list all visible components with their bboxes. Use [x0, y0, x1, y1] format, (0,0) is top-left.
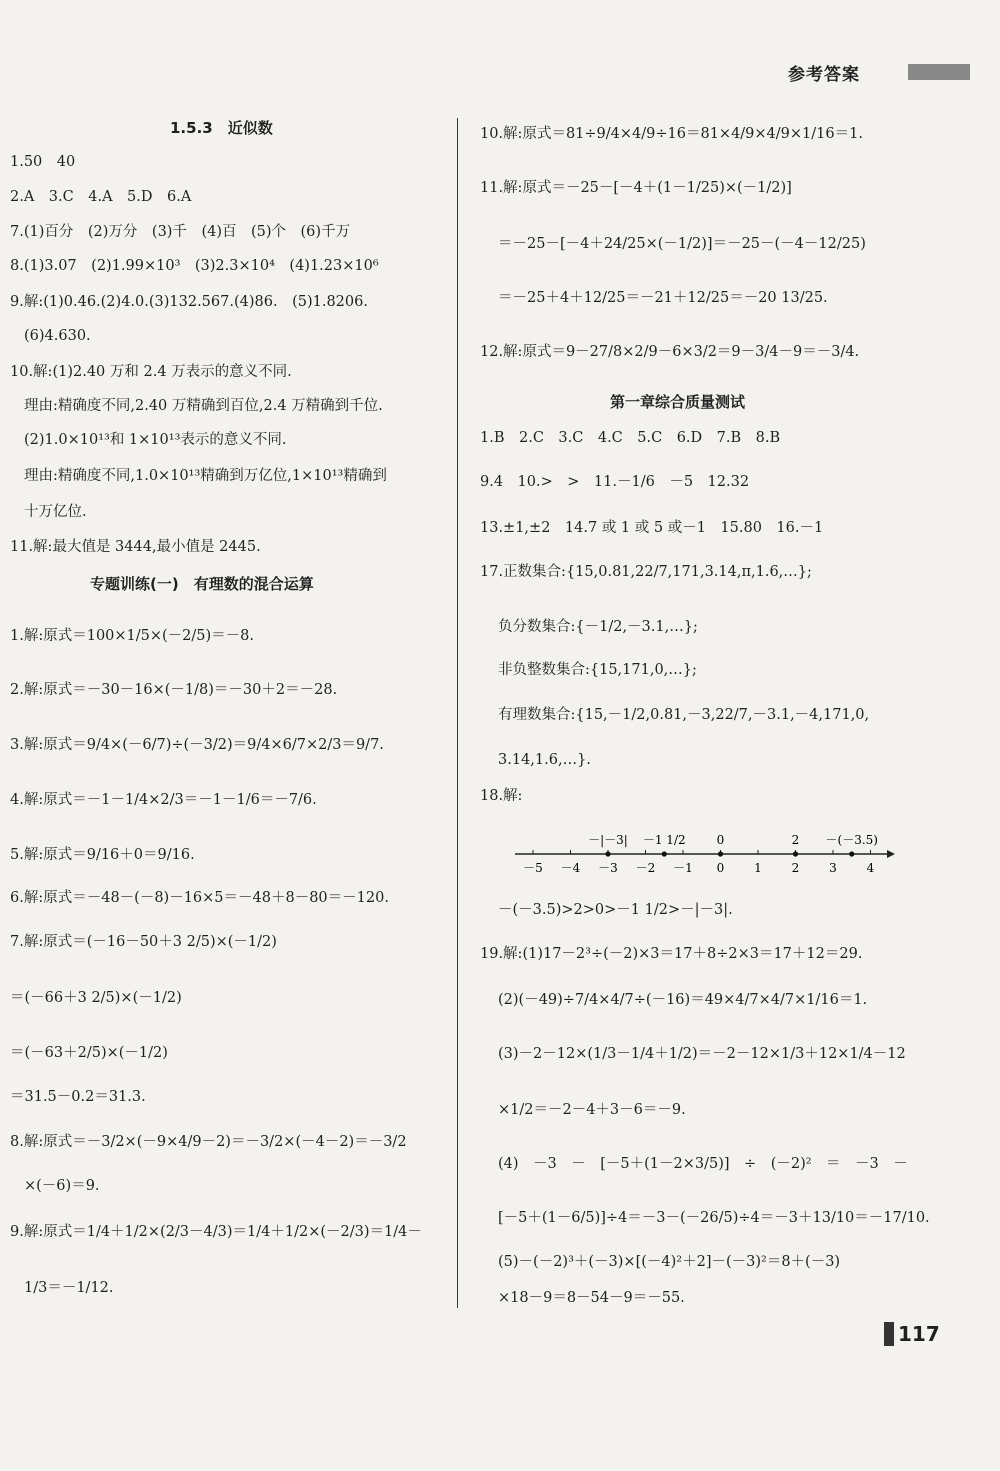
left-line: 11.解:最大值是 3444,最小值是 2445. — [10, 539, 261, 555]
left-line: 1.5.3 近似数 — [170, 119, 273, 137]
axis-point — [849, 851, 854, 856]
right-line: ＝－25－[－4＋24/25×(－1/2)]＝－25－(－4－12/25) — [498, 236, 866, 252]
axis-tick-label: －2 — [635, 861, 656, 875]
axis-tick-label: 4 — [866, 861, 875, 875]
left-line: ＝31.5－0.2＝31.3. — [10, 1089, 146, 1105]
right-line: 1.B 2.C 3.C 4.C 5.C 6.D 7.B 8.B — [480, 430, 781, 446]
axis-tick-label: －4 — [560, 861, 581, 875]
left-line: 6.解:原式＝－48－(－8)－16×5＝－48＋8－80＝－120. — [10, 890, 389, 906]
right-line: 13.±1,±2 14.7 或 1 或 5 或－1 15.80 16.－1 — [480, 520, 824, 536]
right-line: 非负整数集合:{15,171,0,…}; — [498, 662, 697, 678]
left-line: 1/3＝－1/12. — [24, 1280, 114, 1296]
left-line: ＝(－66＋3 2/5)×(－1/2) — [10, 990, 182, 1006]
right-line: 11.解:原式＝－25－[－4＋(1－1/25)×(－1/2)] — [480, 180, 792, 196]
axis-point — [605, 851, 610, 856]
axis-point-label: －(－3.5) — [825, 833, 878, 847]
right-line: 9.4 10.> > 11.－1/6 －5 12.32 — [480, 474, 750, 490]
left-line: 4.解:原式＝－1－1/4×2/3＝－1－1/6＝－7/6. — [10, 792, 317, 808]
column-divider — [457, 118, 458, 1308]
left-line: 1.50 40 — [10, 154, 76, 170]
left-line: 理由:精确度不同,2.40 万精确到百位,2.4 万精确到千位. — [24, 398, 383, 414]
right-line: 18.解: — [480, 788, 523, 804]
left-line: 7.(1)百分 (2)万分 (3)千 (4)百 (5)个 (6)千万 — [10, 224, 351, 240]
left-line: ×(－6)＝9. — [24, 1178, 100, 1194]
number-line — [515, 820, 895, 880]
right-line: 第一章综合质量测试 — [610, 393, 746, 411]
left-line: 2.A 3.C 4.A 5.D 6.A — [10, 189, 192, 205]
right-line: (3)－2－12×(1/3－1/4＋1/2)＝－2－12×1/3＋12×1/4－12 — [498, 1046, 906, 1062]
right-line: －(－3.5)>2>0>－1 1/2>－|－3|. — [498, 902, 733, 918]
axis-tick-label: 1 — [754, 861, 762, 875]
axis-tick-label: 2 — [791, 861, 800, 875]
left-line: 1.解:原式＝100×1/5×(－2/5)＝－8. — [10, 628, 255, 644]
left-line: 9.解:原式＝1/4＋1/2×(2/3－4/3)＝1/4＋1/2×(－2/3)＝1/4－ — [10, 1224, 422, 1240]
axis-tick-label: －1 — [673, 861, 693, 875]
axis-tick-label: －3 — [598, 861, 618, 875]
axis-point-label: －|－3| — [588, 833, 628, 847]
header-bar — [908, 64, 970, 80]
right-line: ＝－25＋4＋12/25＝－21＋12/25＝－20 13/25. — [498, 290, 828, 306]
right-line: [－5＋(1－6/5)]÷4＝－3－(－26/5)÷4＝－3＋13/10＝－17/10. — [498, 1210, 930, 1226]
left-line: 专题训练(一) 有理数的混合运算 — [90, 575, 314, 593]
axis-tick-label: 0 — [716, 861, 725, 875]
left-line: ＝(－63＋2/5)×(－1/2) — [10, 1045, 168, 1061]
axis-tick-label: 3 — [829, 861, 837, 875]
right-line: 有理数集合:{15,－1/2,0.81,－3,22/7,－3.1,－4,171,0, — [498, 707, 870, 723]
left-line: 2.解:原式＝－30－16×(－1/8)＝－30＋2＝－28. — [10, 682, 338, 698]
right-line: (5)－(－2)³＋(－3)×[(－4)²＋2]－(－3)²＝8＋(－3) — [498, 1254, 841, 1270]
right-line: ×1/2＝－2－4＋3－6＝－9. — [498, 1102, 686, 1118]
axis-point — [793, 851, 798, 856]
right-line: 10.解:原式＝81÷9/4×4/9÷16＝81×4/9×4/9×1/16＝1. — [480, 126, 863, 142]
left-line: 十万亿位. — [24, 504, 87, 520]
page-number: 117 — [898, 1322, 940, 1346]
left-line: (6)4.630. — [24, 328, 91, 344]
right-line: 19.解:(1)17－2³÷(－2)×3＝17＋8÷2×3＝17＋12＝29. — [480, 946, 863, 962]
axis-tick-label: －5 — [523, 861, 543, 875]
left-line: (2)1.0×10¹³和 1×10¹³表示的意义不同. — [24, 432, 287, 448]
right-line: (4) －3 － [－5＋(1－2×3/5)] ÷ (－2)² ＝ －3 － — [498, 1156, 908, 1172]
right-line: 3.14,1.6,…}. — [498, 752, 591, 768]
right-line: 负分数集合:{－1/2,－3.1,…}; — [498, 619, 698, 635]
axis-point — [662, 851, 667, 856]
page-number-bar — [884, 1322, 894, 1346]
axis-arrow — [887, 850, 895, 858]
left-line: 10.解:(1)2.40 万和 2.4 万表示的意义不同. — [10, 364, 292, 380]
left-line: 9.解:(1)0.46.(2)4.0.(3)132.567.(4)86. (5)1.8206. — [10, 294, 368, 310]
right-line: 17.正数集合:{15,0.81,22/7,171,3.14,π,1.6,…}; — [480, 564, 812, 580]
left-line: 7.解:原式＝(－16－50＋3 2/5)×(－1/2) — [10, 934, 277, 950]
axis-point-label: －1 1/2 — [642, 833, 686, 847]
right-line: 12.解:原式＝9－27/8×2/9－6×3/2＝9－3/4－9＝－3/4. — [480, 344, 860, 360]
left-line: 8.解:原式＝－3/2×(－9×4/9－2)＝－3/2×(－4－2)＝－3/2 — [10, 1134, 407, 1150]
axis-point-label: 2 — [791, 833, 800, 847]
header-label: 参考答案 — [788, 65, 860, 85]
axis-point — [718, 851, 723, 856]
left-line: 8.(1)3.07 (2)1.99×10³ (3)2.3×10⁴ (4)1.23×10⁶ — [10, 258, 379, 274]
left-line: 理由:精确度不同,1.0×10¹³精确到万亿位,1×10¹³精确到 — [24, 468, 387, 484]
left-line: 3.解:原式＝9/4×(－6/7)÷(－3/2)＝9/4×6/7×2/3＝9/7. — [10, 737, 384, 753]
left-line: 5.解:原式＝9/16＋0＝9/16. — [10, 847, 195, 863]
right-line: (2)(－49)÷7/4×4/7÷(－16)＝49×4/7×4/7×1/16＝1. — [498, 992, 868, 1008]
right-line: ×18－9＝8－54－9＝－55. — [498, 1290, 685, 1306]
axis-point-label: 0 — [716, 833, 725, 847]
